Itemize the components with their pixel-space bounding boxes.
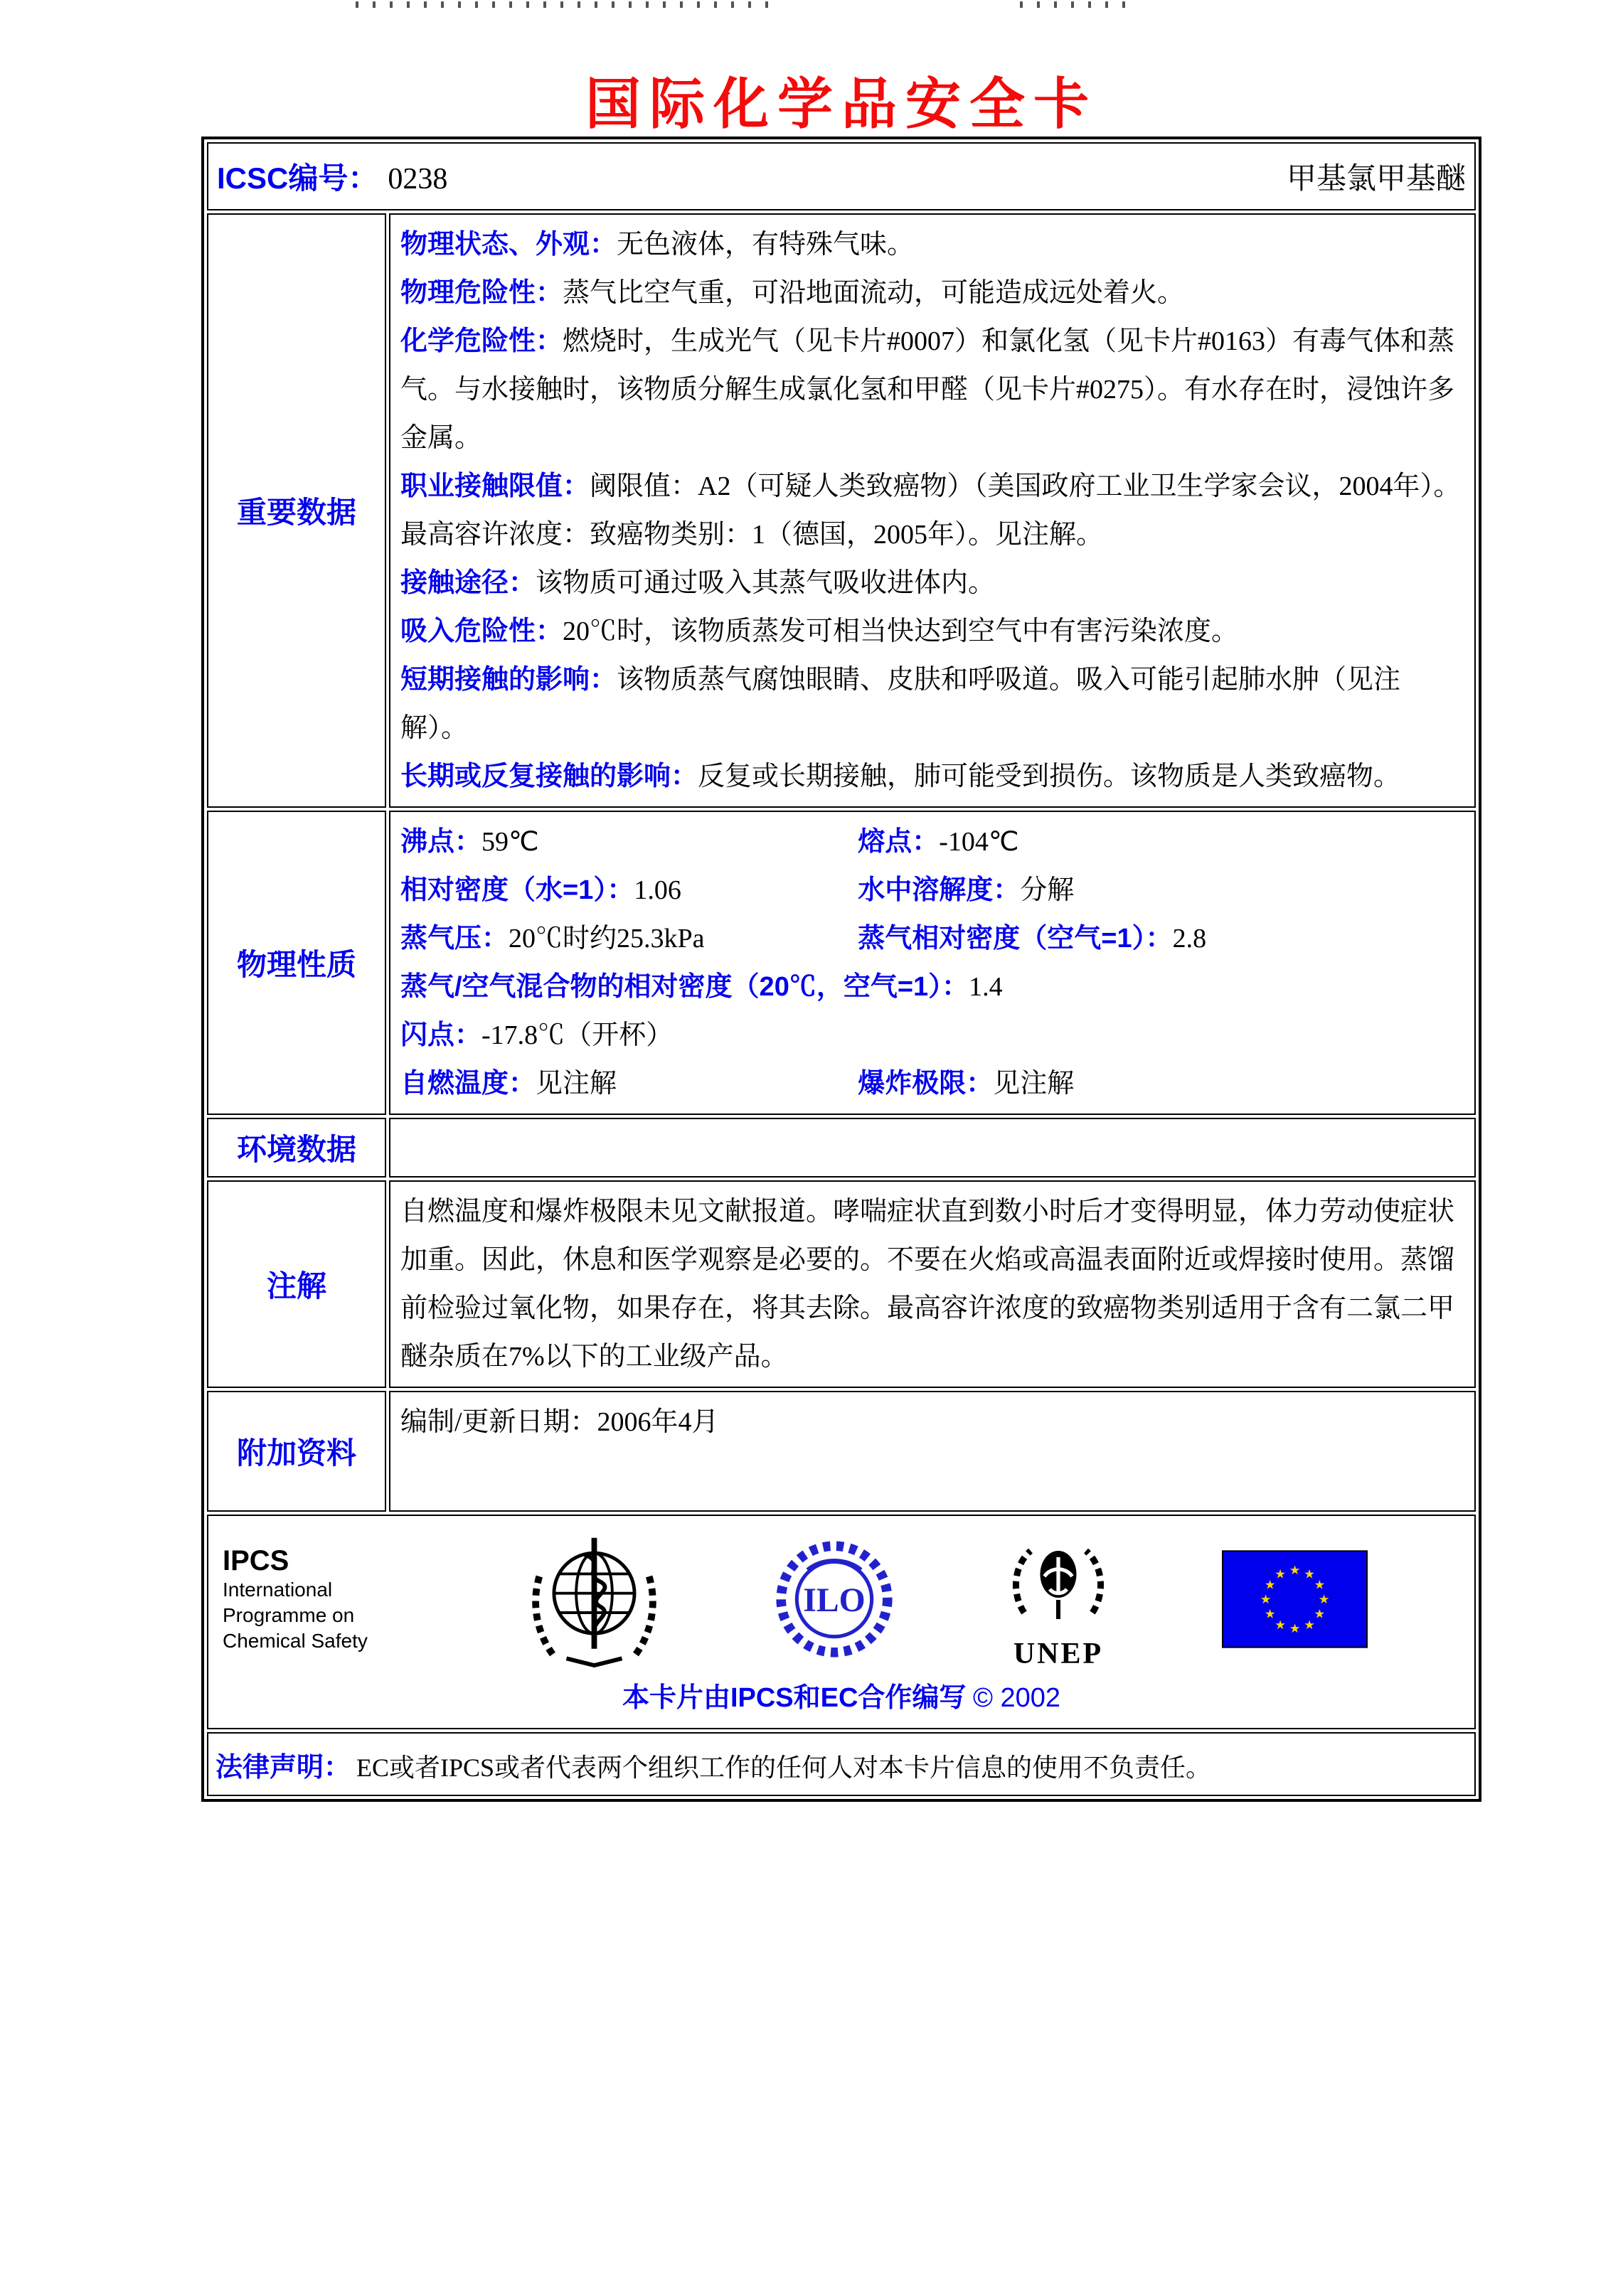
cut-off-text-fragment bbox=[356, 1, 772, 8]
important-data-item: 职业接触限值：阈限值：A2（可疑人类致癌物）（美国政府工业卫生学家会议，2004年）。最高容许浓度：致癌物类别：1（德国，2005年）。见注解。 bbox=[400, 471, 1461, 550]
table-row-physical-properties bbox=[207, 811, 1476, 1115]
property-row: 蒸气/空气混合物的相对密度（20℃，空气=1）：1.4 bbox=[400, 972, 1003, 1002]
svg-text:★: ★ bbox=[1289, 1562, 1301, 1577]
unep-label: UNEP bbox=[1013, 1638, 1104, 1670]
who-logo-icon bbox=[525, 1529, 664, 1668]
property-row: 相对密度（水=1）：1.06 水中溶解度：分解 bbox=[400, 875, 1075, 905]
important-data-item: 化学危险性：燃烧时，生成光气（见卡片#0007）和氯化氢（见卡片#0163）有毒气体和蒸气。与水接触时，该物质分解生成氯化氢和甲醛（见卡片#0275）。有水存在时，浸蚀许多金属。 bbox=[400, 326, 1455, 453]
environmental-data-content bbox=[389, 1118, 1476, 1178]
section-label-important-data: 重要数据 bbox=[207, 213, 386, 808]
icsc-number-value: 0238 bbox=[388, 163, 448, 196]
ipcs-text-block: IPCS International Programme on Chemical Safety bbox=[223, 1544, 415, 1654]
section-label-notes: 注解 bbox=[207, 1180, 386, 1388]
table-row-important-data bbox=[207, 213, 1476, 808]
chemical-name: 甲基氯甲基醚 bbox=[1286, 163, 1466, 196]
table-row-environmental-data bbox=[207, 1118, 1476, 1178]
svg-text:★: ★ bbox=[1314, 1577, 1326, 1592]
svg-text:★: ★ bbox=[1318, 1591, 1330, 1606]
property-row: 自燃温度：见注解 爆炸极限：见注解 bbox=[400, 1069, 1075, 1099]
physical-properties-content bbox=[389, 811, 1476, 1115]
table-row-header bbox=[207, 142, 1476, 210]
svg-text:★: ★ bbox=[1304, 1566, 1315, 1581]
table-row-legal bbox=[207, 1732, 1476, 1796]
property-row: 蒸气压：20℃时约25.3kPa 蒸气相对密度（空气=1）：2.8 bbox=[400, 924, 1207, 954]
page-title: 国际化学品安全卡 bbox=[585, 73, 1097, 135]
ilo-logo-icon bbox=[774, 1539, 895, 1660]
unep-logo-block bbox=[1005, 1529, 1112, 1668]
svg-text:★: ★ bbox=[1304, 1617, 1315, 1632]
credit-year: © 2002 bbox=[972, 1683, 1061, 1713]
important-data-item: 接触途径：该物质可通过吸入其蒸气吸收进体内。 bbox=[400, 568, 996, 598]
important-data-item: 长期或反复接触的影响：反复或长期接触，肺可能受到损伤。该物质是人类致癌物。 bbox=[400, 762, 1401, 791]
important-data-item: 物理危险性：蒸气比空气重，可沿地面流动，可能造成远处着火。 bbox=[400, 278, 1185, 308]
legal-statement-cell bbox=[207, 1732, 1476, 1796]
credit-line bbox=[215, 1675, 1467, 1714]
credit-text: 本卡片由IPCS和EC合作编写 bbox=[622, 1683, 967, 1713]
notes-content: 自燃温度和爆炸极限未见文献报道。哮喘症状直到数小时后才变得明显，体力劳动使症状加重。因此，休息和医学观察是必要的。不要在火焰或高温表面附近或焊接时使用。蒸馏前检验过氧化物，如果存在，将其去除。最高容许浓度的致癌物类别适用于含有二氯二甲醚杂质在7%以下的工业级产品。 bbox=[389, 1180, 1476, 1388]
table-row-additional-info bbox=[207, 1391, 1476, 1512]
section-label-additional-info: 附加资料 bbox=[207, 1391, 386, 1512]
svg-text:★: ★ bbox=[1275, 1566, 1286, 1581]
cut-off-text-fragment bbox=[1020, 1, 1127, 8]
svg-text:★: ★ bbox=[1260, 1591, 1272, 1606]
svg-text:★: ★ bbox=[1289, 1620, 1301, 1635]
svg-text:★: ★ bbox=[1264, 1577, 1276, 1592]
legal-text: EC或者IPCS或者代表两个组织工作的任何人对本卡片信息的使用不负责任。 bbox=[356, 1753, 1212, 1782]
svg-text:★: ★ bbox=[1264, 1606, 1276, 1621]
svg-text:ILO: ILO bbox=[803, 1581, 866, 1619]
property-row: 沸点：59℃ 熔点：-104℃ bbox=[400, 827, 1019, 857]
property-row: 闪点：-17.8℃（开杯） bbox=[400, 1020, 674, 1050]
ipcs-acronym: IPCS bbox=[223, 1544, 289, 1576]
additional-info-content: 编制/更新日期：2006年4月 bbox=[389, 1391, 1476, 1512]
icsc-number-label: ICSC编号： bbox=[217, 161, 378, 195]
svg-text:★: ★ bbox=[1275, 1617, 1286, 1632]
logos-cell bbox=[207, 1515, 1476, 1729]
header-cell bbox=[207, 142, 1476, 210]
important-data-content bbox=[389, 213, 1476, 808]
important-data-item: 吸入危险性：20℃时，该物质蒸发可相当快达到空气中有害污染浓度。 bbox=[400, 616, 1239, 646]
important-data-item: 物理状态、外观：无色液体，有特殊气味。 bbox=[400, 230, 915, 260]
safety-card-table bbox=[201, 137, 1481, 1802]
svg-text:★: ★ bbox=[1314, 1606, 1326, 1621]
table-row-notes bbox=[207, 1180, 1476, 1388]
section-label-environmental-data: 环境数据 bbox=[207, 1118, 386, 1178]
unep-logo-icon bbox=[1005, 1529, 1112, 1636]
section-label-physical-properties: 物理性质 bbox=[207, 811, 386, 1115]
important-data-item: 短期接触的影响：该物质蒸气腐蚀眼睛、皮肤和呼吸道。吸入可能引起肺水肿（见注解）。 bbox=[400, 665, 1401, 743]
legal-label: 法律声明： bbox=[215, 1752, 351, 1783]
icsc-number-group bbox=[217, 155, 447, 198]
eu-flag-icon bbox=[1222, 1550, 1368, 1648]
table-row-logos bbox=[207, 1515, 1476, 1729]
